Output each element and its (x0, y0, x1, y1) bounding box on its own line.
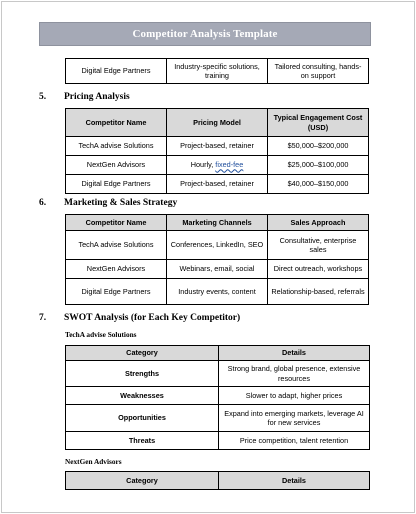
swot-competitor-heading: TechA advise Solutions (65, 330, 137, 339)
table-row (66, 137, 369, 156)
table-cell: NextGen Advisors (66, 156, 167, 175)
section-title: SWOT Analysis (for Each Key Competitor) (64, 313, 241, 323)
table-row (66, 432, 370, 450)
column-header: Details (219, 472, 370, 490)
column-header: Category (66, 472, 219, 490)
table-row (66, 387, 370, 405)
table-cell: Conferences, LinkedIn, SEO (167, 231, 268, 260)
table-cell: Industry-specific solutions, training (167, 59, 268, 84)
section-number: 5. (39, 92, 47, 102)
column-header: Pricing Model (167, 109, 268, 137)
column-header: Competitor Name (66, 109, 167, 137)
section-heading-pricing (39, 92, 130, 102)
table-cell: Digital Edge Partners (66, 279, 167, 305)
section-number: 6. (39, 198, 47, 208)
swot-category: Strengths (66, 361, 219, 387)
swot-details: Slower to adapt, higher prices (219, 387, 370, 405)
table-cell: $50,000–$200,000 (268, 137, 369, 156)
swot-competitor-heading: NextGen Advisors (65, 457, 122, 466)
table-cell (167, 156, 268, 175)
section-heading-swot (39, 313, 240, 323)
pricing-analysis-table (65, 108, 369, 194)
spellcheck-underlined-text: fixed-fee (215, 160, 244, 170)
column-header: Typical Engagement Cost (USD) (268, 109, 369, 137)
swot-details: Strong brand, global presence, extensive resources (219, 361, 370, 387)
swot-category: Opportunities (66, 405, 219, 432)
table-header-row (66, 215, 369, 231)
table-cell: Webinars, email, social (167, 260, 268, 279)
table-row (66, 361, 370, 387)
pricing-model-text: Hourly, (190, 160, 216, 170)
section-title: Pricing Analysis (64, 92, 130, 102)
table-cell: TechA advise Solutions (66, 231, 167, 260)
table-cell: Project-based, retainer (167, 137, 268, 156)
table-cell: Consultative, enterprise sales (268, 231, 369, 260)
column-header: Category (66, 346, 219, 361)
table-cell: Industry events, content (167, 279, 268, 305)
table-row (66, 260, 369, 279)
swot-category: Weaknesses (66, 387, 219, 405)
swot-table-techa (65, 345, 370, 450)
swot-details: Expand into emerging markets, leverage AI for new services (219, 405, 370, 432)
table-cell: Digital Edge Partners (66, 59, 167, 84)
table-cell: Relationship-based, referrals (268, 279, 369, 305)
section-title: Marketing & Sales Strategy (64, 198, 178, 208)
table-cell: Project-based, retainer (167, 175, 268, 194)
column-header: Competitor Name (66, 215, 167, 231)
section-number: 7. (39, 313, 47, 323)
table-cell: Digital Edge Partners (66, 175, 167, 194)
competitor-overview-table-continued (65, 58, 369, 84)
section-heading-marketing (39, 198, 177, 208)
document-title-bar (39, 22, 371, 46)
table-cell: Tailored consulting, hands-on support (268, 59, 369, 84)
table-cell: Direct outreach, workshops (268, 260, 369, 279)
table-row (66, 175, 369, 194)
swot-details: Price competition, talent retention (219, 432, 370, 450)
marketing-sales-table (65, 214, 369, 305)
document-title: Competitor Analysis Template (132, 28, 278, 40)
table-header-row (66, 346, 370, 361)
table-cell: TechA advise Solutions (66, 137, 167, 156)
column-header: Marketing Channels (167, 215, 268, 231)
table-cell: NextGen Advisors (66, 260, 167, 279)
table-row (66, 156, 369, 175)
table-row (66, 231, 369, 260)
table-row (66, 59, 369, 84)
table-header-row (66, 472, 370, 490)
swot-table-nextgen (65, 471, 370, 490)
swot-category: Threats (66, 432, 219, 450)
table-cell: $25,000–$100,000 (268, 156, 369, 175)
column-header: Sales Approach (268, 215, 369, 231)
table-cell: $40,000–$150,000 (268, 175, 369, 194)
column-header: Details (219, 346, 370, 361)
table-row (66, 279, 369, 305)
table-header-row (66, 109, 369, 137)
table-row (66, 405, 370, 432)
